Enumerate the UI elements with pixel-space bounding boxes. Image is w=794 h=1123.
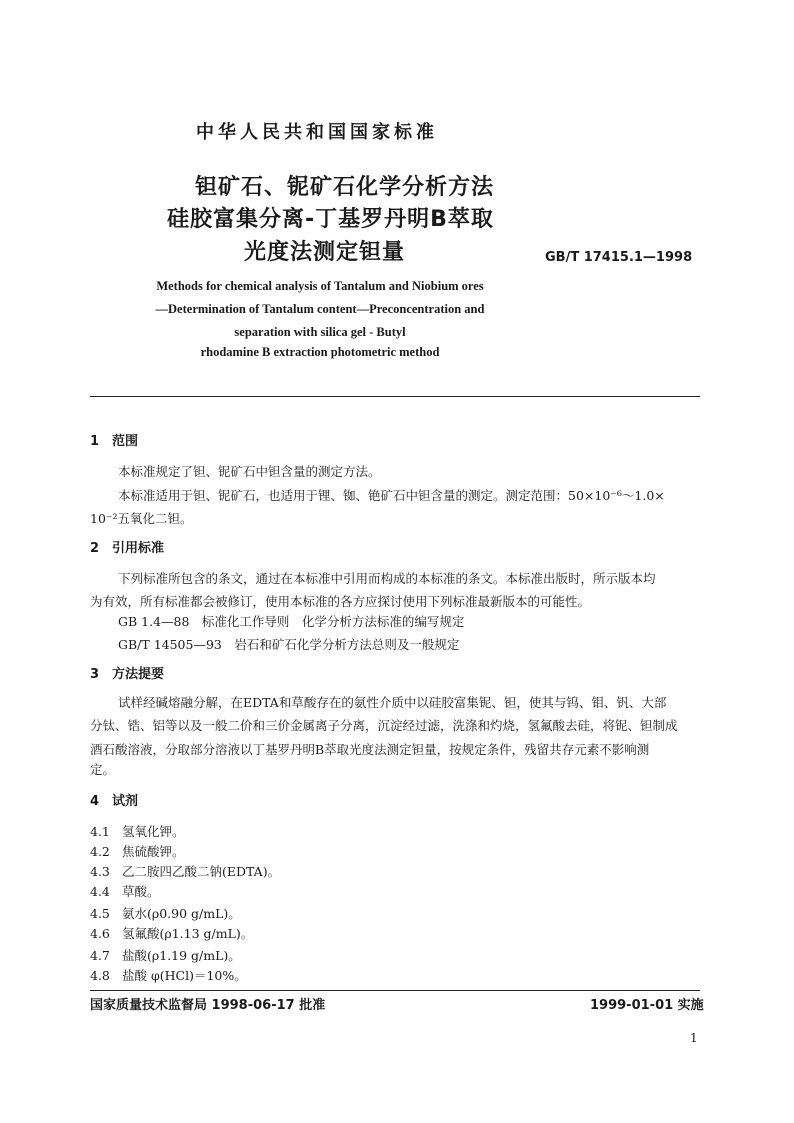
- section-title: 引用标准: [112, 541, 165, 556]
- section-title: 试剂: [112, 794, 139, 809]
- reagent-item: 4.5 氨水(ρ0.90 g/mL)。: [90, 906, 241, 921]
- title-cn-line-2: 硅胶富集分离-丁基罗丹明B萃取: [167, 207, 494, 232]
- reference-gb-t-14505: GB/T 14505—93 岩石和矿石化学分析方法总则及一般规定: [118, 637, 460, 652]
- section-number: 4: [90, 794, 100, 809]
- section-3-line-3: 酒石酸溶液，分取部分溶液以丁基罗丹明B萃取光度法测定钽量，按规定条件，残留共存元素不影响测: [90, 742, 650, 757]
- section-2-heading: [90, 537, 164, 556]
- title-cn-line-1: 钽矿石、铌矿石化学分析方法: [195, 175, 495, 200]
- section-3-line-2: 分钛、锆、铝等以及一般二价和三价金属离子分离，沉淀经过滤，洗涤和灼烧，氢氟酸去硅，将铌、钽制成: [90, 718, 678, 733]
- section-number: 2: [90, 541, 100, 556]
- title-en-line-2: —Determination of Tantalum content—Preconcentration and: [155, 302, 485, 316]
- title-cn-line-3: 光度法测定钽量: [244, 240, 406, 265]
- section-2-paragraph-line-2: 为有效，所有标准都会被修订，使用本标准的各方应探讨使用下列标准最新版本的可能性。: [90, 594, 591, 609]
- section-3-heading: [90, 663, 164, 682]
- section-1-paragraph-2-line-2: 10⁻²五氧化二钽。: [90, 511, 193, 526]
- title-en-line-3: separation with silica gel - Butyl: [234, 325, 406, 339]
- standard-name: 中华人民共和国国家标准: [196, 122, 438, 143]
- header-divider: [90, 396, 700, 397]
- reagent-item: 4.7 盐酸(ρ1.19 g/mL)。: [90, 948, 241, 963]
- approval-date: 国家质量技术监督局 1998-06-17 批准: [90, 998, 326, 1013]
- section-1-paragraph-2-line-1: 本标准适用于钽、铌矿石，也适用于锂、铷、铯矿石中钽含量的测定。测定范围：50×10⁻⁶～1.0×: [118, 488, 665, 503]
- reagent-item: 4.8 盐酸 φ(HCl)＝10%。: [90, 968, 247, 983]
- section-4-heading: [90, 790, 138, 809]
- section-title: 方法提要: [112, 667, 165, 682]
- reagent-item: 4.1 氢氧化钾。: [90, 824, 185, 839]
- reagent-item: 4.4 草酸。: [90, 884, 160, 899]
- reference-gb-1-4: GB 1.4—88 标准化工作导则 化学分析方法标准的编写规定: [118, 614, 465, 629]
- section-1-heading: [90, 430, 138, 449]
- section-3-line-4: 定。: [90, 762, 116, 777]
- section-number: 1: [90, 434, 100, 449]
- standard-number: GB/T 17415.1—1998: [545, 250, 693, 265]
- section-number: 3: [90, 667, 100, 682]
- section-1-paragraph-1: 本标准规定了钽、铌矿石中钽含量的测定方法。: [118, 464, 381, 479]
- section-2-paragraph-line-1: 下列标准所包含的条文，通过在本标准中引用而构成的本标准的条文。本标准出版时，所示版本均: [118, 571, 656, 586]
- reagent-item: 4.2 焦硫酸钾。: [90, 844, 185, 859]
- footer-divider: [90, 990, 700, 991]
- effective-date: 1999-01-01 实施: [590, 998, 704, 1013]
- section-title: 范围: [112, 434, 139, 449]
- reagent-item: 4.3 乙二胺四乙酸二钠(EDTA)。: [90, 864, 281, 879]
- title-en-line-1: Methods for chemical analysis of Tantalum and Niobium ores: [156, 279, 484, 293]
- title-en-line-4: rhodamine B extraction photometric method: [200, 345, 440, 359]
- page-number: 1: [690, 1031, 698, 1045]
- reagent-item: 4.6 氢氟酸(ρ1.13 g/mL)。: [90, 926, 254, 941]
- section-3-line-1: 试样经碱熔融分解，在EDTA和草酸存在的氨性介质中以硅胶富集铌、钽，使其与钨、钼、钒、大部: [118, 695, 667, 710]
